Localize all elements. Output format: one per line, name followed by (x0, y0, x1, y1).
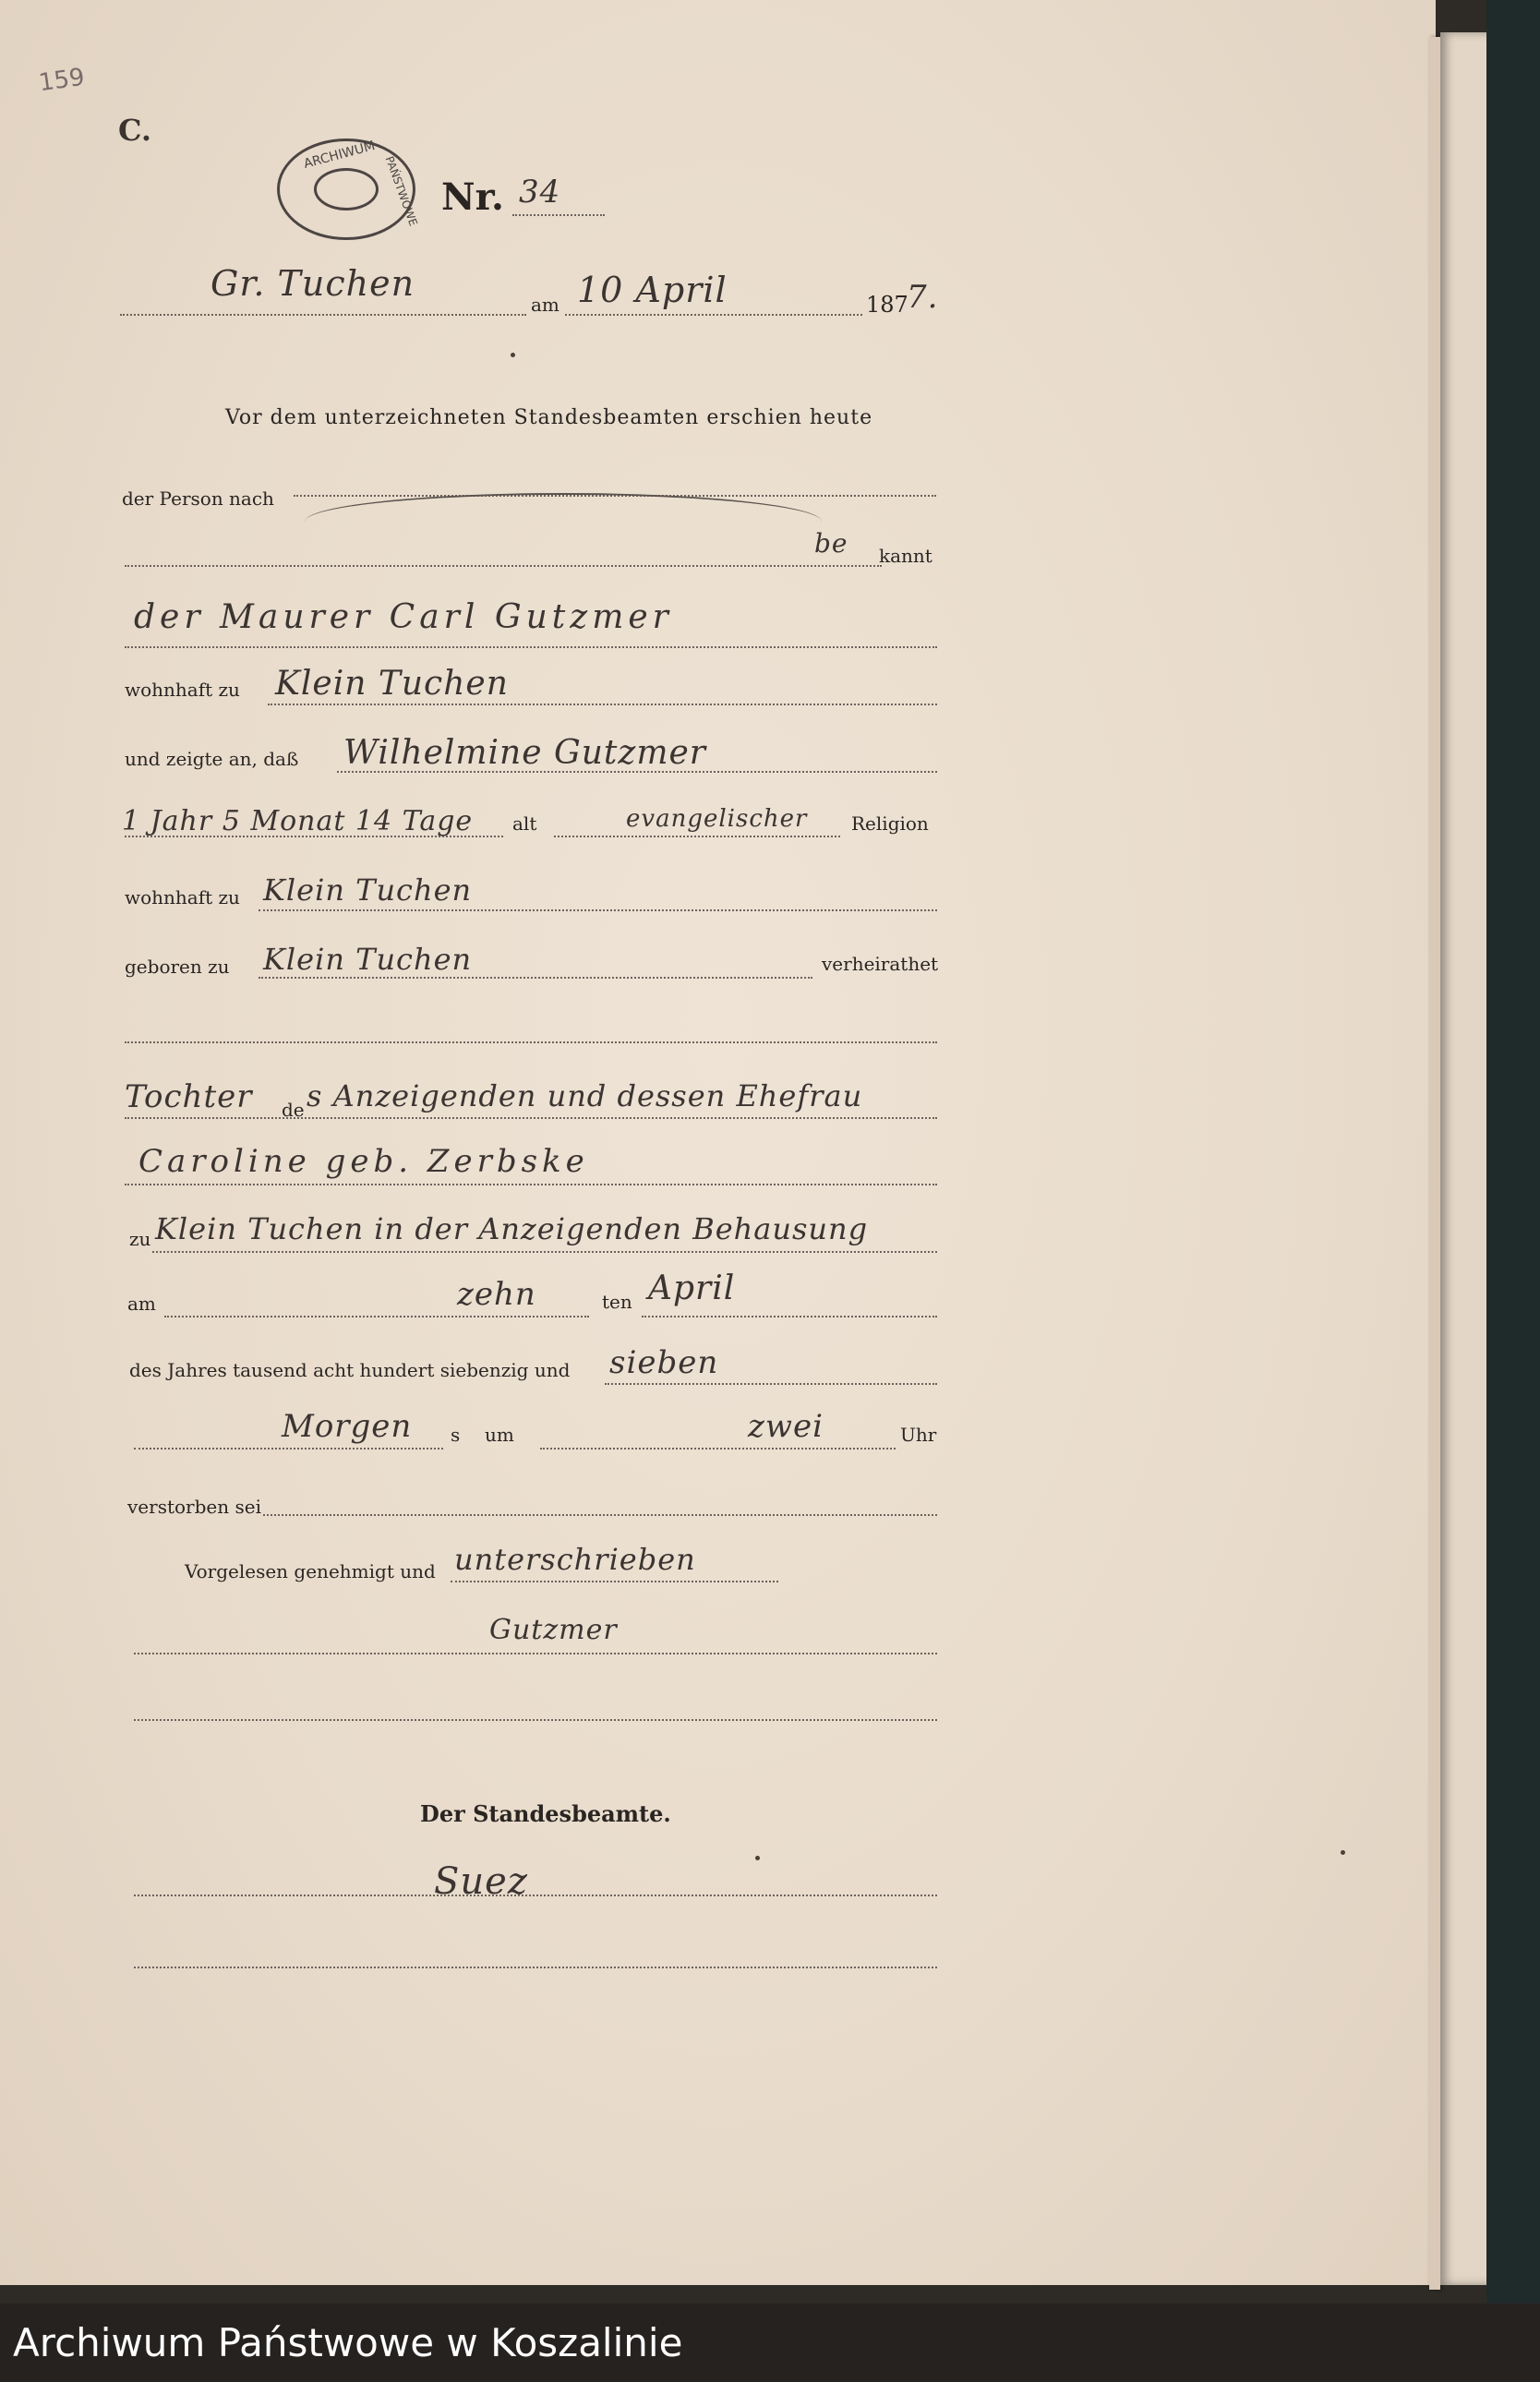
signed-word: unterschrieben (454, 1542, 696, 1577)
religion-line (554, 836, 840, 837)
place-line (120, 314, 526, 316)
deceased-line (337, 771, 937, 773)
ink-speck (1341, 1850, 1345, 1855)
place-of-death: Klein Tuchen in der Anzeigenden Behausung (155, 1211, 869, 1246)
death-month-line (642, 1316, 937, 1317)
person-label: der Person nach (122, 487, 274, 510)
blank-line (125, 1041, 937, 1043)
parents-de-label: de (282, 1099, 305, 1121)
known-line (125, 565, 882, 567)
registry-place: Gr. Tuchen (211, 263, 415, 304)
um-label: um (485, 1424, 514, 1446)
deceased-residence: Klein Tuchen (263, 872, 473, 908)
date-line (565, 314, 862, 316)
record-number-line (512, 214, 605, 216)
birth-line (259, 977, 812, 979)
record-number-label: Nr. (441, 175, 504, 219)
stamp-inner-ring (314, 168, 379, 211)
death-day: zehn (457, 1276, 536, 1313)
deceased-age: 1 Jahr 5 Monat 14 Tage (122, 805, 474, 837)
died-label: verstorben sei (127, 1496, 261, 1518)
married-label: verheirathet (822, 953, 939, 975)
known-handwritten: be (814, 528, 848, 559)
read-line (451, 1581, 778, 1582)
book-cover-edge (1486, 0, 1540, 2304)
parents-line (125, 1117, 937, 1119)
ink-speck (511, 353, 515, 357)
death-place-label: zu (129, 1228, 151, 1250)
informant-name: der Maurer Carl Gutzmer (134, 598, 673, 636)
age-line (125, 836, 503, 837)
year-line (605, 1383, 937, 1385)
date-am-label: am (531, 294, 559, 316)
ink-speck (755, 1856, 760, 1860)
mother-name: Caroline geb. Zerbske (138, 1143, 589, 1180)
residence-label: wohnhaft zu (125, 679, 240, 701)
death-place-line (152, 1251, 937, 1253)
death-month: April (648, 1269, 736, 1307)
residence2-line (259, 909, 937, 911)
residence2-label: wohnhaft zu (125, 886, 240, 908)
year-word: sieben (609, 1344, 719, 1381)
handwritten-swash (305, 493, 822, 550)
official-signature: Suez (434, 1860, 528, 1903)
year-phrase: des Jahres tausend acht hundert siebenzig und (129, 1359, 571, 1381)
official-line-2 (134, 1967, 937, 1968)
intro-text: Vor dem unterzeichneten Standesbeamten erschien heute (225, 406, 873, 429)
religion-label: Religion (851, 812, 929, 835)
age-label: alt (512, 812, 537, 835)
signature-line-2 (134, 1719, 937, 1721)
informant-residence: Klein Tuchen (275, 665, 509, 703)
page-edge (1429, 37, 1440, 2290)
religion-value: evangelischer (626, 805, 808, 833)
death-date-am-label: am (127, 1293, 156, 1315)
deceased-name: Wilhelmine Gutzmer (343, 734, 707, 772)
hour: zwei (748, 1408, 824, 1445)
page-number: 159 (37, 63, 87, 98)
uhr-label: Uhr (900, 1424, 937, 1446)
died-line (263, 1514, 937, 1516)
registration-date: 10 April (577, 270, 728, 310)
mother-line (125, 1184, 937, 1185)
born-label: geboren zu (125, 956, 230, 978)
time-line (134, 1448, 443, 1450)
known-label: kannt (879, 545, 932, 567)
year-prefix: 187 (866, 292, 908, 318)
official-line-1 (134, 1895, 937, 1896)
stamp-text-side: PAŃSTWOWE (382, 154, 420, 228)
informant-signature: Gutzmer (489, 1614, 618, 1646)
archive-stamp (277, 138, 420, 240)
section-letter: C. (118, 113, 152, 148)
relation-word: Tochter (125, 1078, 253, 1115)
read-approved-label: Vorgelesen genehmigt und (185, 1560, 436, 1582)
hour-line (540, 1448, 896, 1450)
record-number-value: 34 (519, 174, 561, 211)
announced-label: und zeigte an, daß (125, 748, 299, 770)
official-title: Der Standesbeamte. (420, 1800, 671, 1827)
death-day-line (164, 1316, 589, 1317)
birthplace: Klein Tuchen (263, 942, 473, 977)
archive-footer (0, 2304, 1540, 2382)
s-label: s (451, 1424, 461, 1446)
residence-line (268, 704, 937, 705)
ten-label: ten (602, 1291, 632, 1313)
archive-name: Archiwum Państwowe w Koszalinie (13, 2320, 683, 2365)
year-suffix: 7. (907, 279, 939, 316)
stamp-text-top: ARCHIWUM (302, 138, 377, 172)
informant-line (125, 646, 937, 648)
parents-text: s Anzeigenden und dessen Ehefrau (307, 1078, 863, 1113)
signature-line-1 (134, 1653, 937, 1654)
time-of-day: Morgen (282, 1408, 413, 1445)
